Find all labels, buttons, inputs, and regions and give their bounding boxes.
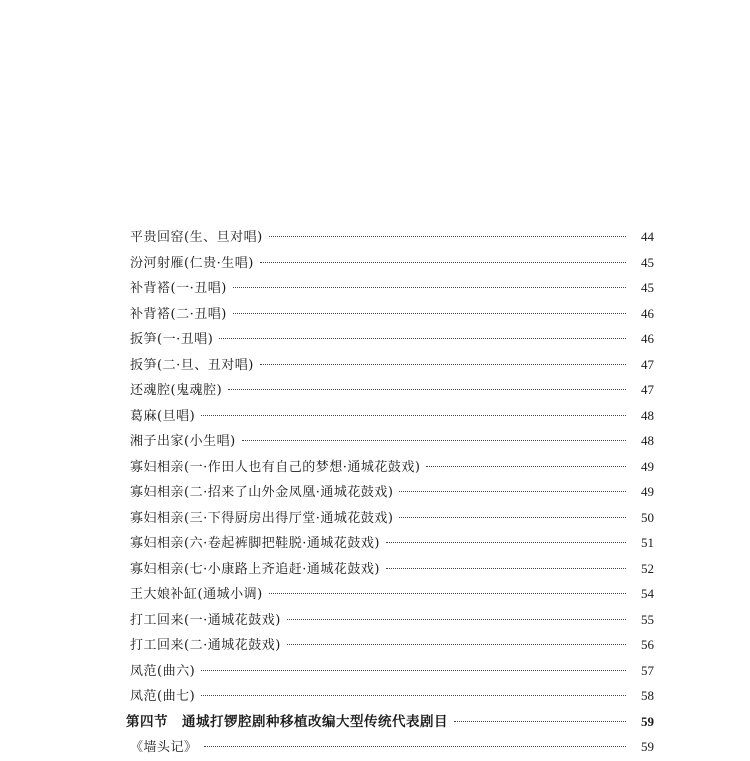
dot-leader bbox=[386, 568, 626, 569]
toc-page-number: 48 bbox=[641, 433, 654, 448]
toc-page-number: 46 bbox=[641, 305, 654, 321]
toc-page-number: 55 bbox=[641, 611, 654, 627]
toc-entry bbox=[126, 530, 654, 556]
dot-leader bbox=[233, 313, 626, 314]
toc-entry-title: 扳笋(一·丑唱) bbox=[130, 332, 214, 347]
toc-entry bbox=[126, 352, 654, 378]
toc-page-number: 47 bbox=[641, 356, 654, 372]
dot-leader bbox=[201, 695, 626, 696]
dot-leader bbox=[233, 287, 626, 288]
toc-entry bbox=[126, 326, 654, 352]
toc-page-number: 58 bbox=[641, 688, 654, 703]
toc-page-number: 45 bbox=[641, 280, 654, 295]
toc-entry-title: 湘子出家(小生唱) bbox=[130, 434, 236, 449]
dot-leader bbox=[269, 236, 626, 237]
toc-page-number: 44 bbox=[641, 229, 654, 244]
toc-entry-title: 寡妇相亲(二·招来了山外金凤凰·通城花鼓戏) bbox=[130, 485, 394, 500]
toc-entry-title: 寡妇相亲(一·作田人也有自己的梦想·通城花鼓戏) bbox=[130, 459, 421, 475]
toc-entry bbox=[126, 658, 654, 684]
toc-page-number: 49 bbox=[641, 484, 654, 499]
toc-page-number: 57 bbox=[641, 662, 654, 678]
toc-entry bbox=[126, 250, 654, 276]
toc-entry bbox=[126, 505, 654, 531]
toc-page-number: 59 bbox=[641, 739, 654, 754]
toc-entry bbox=[126, 734, 654, 760]
toc-entry bbox=[126, 377, 654, 403]
toc-entry-title: 扳笋(二·旦、丑对唱) bbox=[130, 357, 254, 373]
toc-entry-title: 葛麻(旦唱) bbox=[130, 408, 196, 424]
toc-entry-title: 打工回来(一·通城花鼓戏) bbox=[130, 612, 281, 628]
toc-page-number: 49 bbox=[641, 458, 654, 474]
table-of-contents bbox=[126, 224, 654, 760]
dot-leader bbox=[426, 466, 626, 467]
toc-entry bbox=[126, 607, 654, 633]
dot-leader bbox=[242, 440, 626, 441]
toc-entry-title: 《墙头记》 bbox=[130, 740, 198, 755]
toc-page-number: 56 bbox=[641, 637, 654, 652]
toc-entry bbox=[126, 403, 654, 429]
dot-leader bbox=[201, 670, 626, 671]
toc-entry-title: 汾河射雁(仁贵·生唱) bbox=[130, 255, 254, 271]
toc-entry bbox=[126, 301, 654, 327]
toc-page-number: 51 bbox=[641, 535, 654, 550]
dot-leader bbox=[287, 644, 626, 645]
toc-entry-title: 平贵回窑(生、旦对唱) bbox=[130, 230, 263, 245]
toc-section-heading bbox=[126, 709, 654, 735]
toc-entry-title: 凤范(曲六) bbox=[130, 663, 196, 679]
toc-entry bbox=[126, 556, 654, 582]
dot-leader bbox=[201, 415, 626, 416]
toc-page-number: 46 bbox=[641, 331, 654, 346]
toc-entry bbox=[126, 224, 654, 250]
toc-entry-title: 还魂腔(鬼魂腔) bbox=[130, 383, 223, 398]
toc-entry-title: 打工回来(二·通城花鼓戏) bbox=[130, 638, 281, 653]
toc-entry-title: 凤范(曲七) bbox=[130, 689, 196, 704]
toc-page-number: 52 bbox=[641, 560, 654, 576]
dot-leader bbox=[399, 517, 626, 518]
dot-leader bbox=[219, 338, 626, 339]
toc-page-number: 50 bbox=[641, 509, 654, 525]
dot-leader bbox=[228, 389, 626, 390]
dot-leader bbox=[399, 491, 626, 492]
toc-page-number: 48 bbox=[641, 407, 654, 423]
toc-entry bbox=[126, 683, 654, 709]
toc-entry-title: 补背褡(一·丑唱) bbox=[130, 281, 227, 296]
dot-leader bbox=[386, 542, 626, 543]
dot-leader bbox=[260, 364, 626, 365]
toc-entry-title: 寡妇相亲(六·卷起裤脚把鞋脱·通城花鼓戏) bbox=[130, 536, 380, 551]
toc-page-number: 47 bbox=[641, 382, 654, 397]
toc-entry bbox=[126, 428, 654, 454]
toc-page-number: 59 bbox=[641, 713, 654, 729]
toc-page-number: 54 bbox=[641, 586, 654, 601]
toc-entry-title: 寡妇相亲(七·小康路上齐追赶·通城花鼓戏) bbox=[130, 561, 380, 577]
toc-entry-title: 补背褡(二·丑唱) bbox=[130, 306, 227, 322]
toc-entry-title: 寡妇相亲(三·下得厨房出得厅堂·通城花鼓戏) bbox=[130, 510, 394, 526]
dot-leader bbox=[269, 593, 626, 594]
toc-entry bbox=[126, 581, 654, 607]
dot-leader bbox=[260, 262, 626, 263]
toc-page-number: 45 bbox=[641, 254, 654, 270]
dot-leader bbox=[204, 746, 626, 747]
toc-entry bbox=[126, 479, 654, 505]
toc-entry bbox=[126, 454, 654, 480]
dot-leader bbox=[287, 619, 626, 620]
toc-entry bbox=[126, 632, 654, 658]
toc-entry bbox=[126, 275, 654, 301]
dot-leader bbox=[454, 721, 626, 722]
toc-entry-title: 王大娘补缸(通城小调) bbox=[130, 587, 263, 602]
toc-section-title: 第四节 通城打锣腔剧种移植改编大型传统代表剧目 bbox=[126, 713, 448, 730]
